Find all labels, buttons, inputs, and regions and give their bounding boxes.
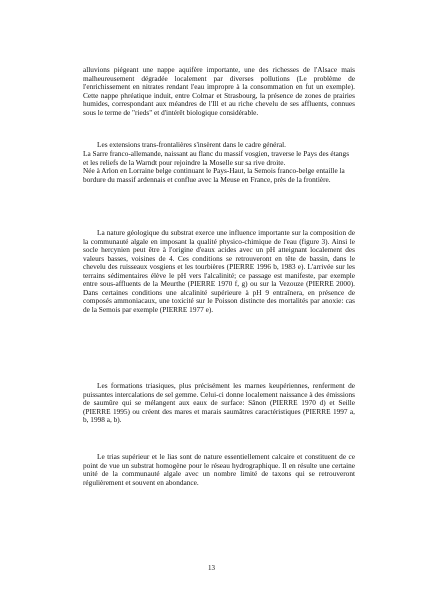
paragraph-sarre: La Sarre franco-allemande, naissant au flanc du massif vosgien, traverse le Pays des étangs et les reliefs de la Warndt pour rejoindre la Moselle sur sa rive droite.: [83, 149, 350, 167]
paragraph-semois: Née à Arlon en Lorraine belge continuant le Pays-Haut, la Semois franco-belge entaille la bordure du massif ardennais et conflue avec la Meuse en France, près de la frontière.: [83, 166, 345, 184]
paragraph-transfrontier-intro: Les extensions trans-frontalières s'insèrent dans le cadre général.: [97, 140, 286, 149]
paragraph-trias-lias: Le trias supérieur et le lias sont de nature essentiellement calcaire et constituent de ce point de vue un substrat homogène pour le réseau hydrographique. Il en résulte une certaine unité de la communauté algale avec un nombre limité de taxons qui se retrouveront régulièrement et souvent en abondance.: [83, 452, 355, 487]
paragraph-alsace-aquifer: alluvions piégeant une nappe aquifère importante, une des richesses de l'Alsace mais malheureusement dégradée localement par diverses pollutions (Le problème de l'enrichissement en nitrates rendant l'eau impropre à la consommation en fut un exemple). Cette nappe phréatique induit, entre Colmar et Strasbourg, la présence de zones de prairies humides, correspondant aux méandres de l'Ill et au riche chevelu de ses affluents, connues sous le terme de "rieds" et d'intérêt biologique considérable.: [83, 65, 355, 117]
paragraph-triassic-formations: Les formations triasiques, plus précisément les marnes keupériennes, renferment de puissantes intercalations de sel gemme. Celui-ci donne localement naissance à des émissions de saumûre qui se mélangent aux eaux de surface: Sânon (PIERRE 1970 d) et Seille (PIERRE 1995) ou créent des mares et marais saumâtres caractéristiques (PIERRE 1997 a, b, 1998 a, b).: [83, 381, 355, 425]
page-number: 13: [208, 564, 215, 572]
paragraph-geology-substrate: La nature géologique du substrat exerce une influence importante sur la composition de la communauté algale en imposant la qualité physico-chimique de l'eau (figure 3). Ainsi le socle hercynien peut être à l'origine d'eaux acides avec un pH atteignant localement des valeurs basses, voisines de 4. Ces conditions se retrouveront en tête de bassin, dans le chevelu des ruisseaux vosgiens et les tourbières (PIERRE 1996 b, 1983 e). L'arrivée sur les terrains sédimentaires élève le pH vers l'alcalinité; ce passage est manifeste, par exemple entre sous-affluents de la Meurthe (PIERRE 1970 f, g) ou sur la Vezouze (PIERRE 2000). Dans certaines conditions une alcalinité supérieure à pH 9 entraînera, en présence de composés ammoniacaux, une toxicité sur le Poisson distincte des mortalités par anoxie: cas de la Semois par exemple (PIERRE 1977 e).: [83, 228, 355, 314]
